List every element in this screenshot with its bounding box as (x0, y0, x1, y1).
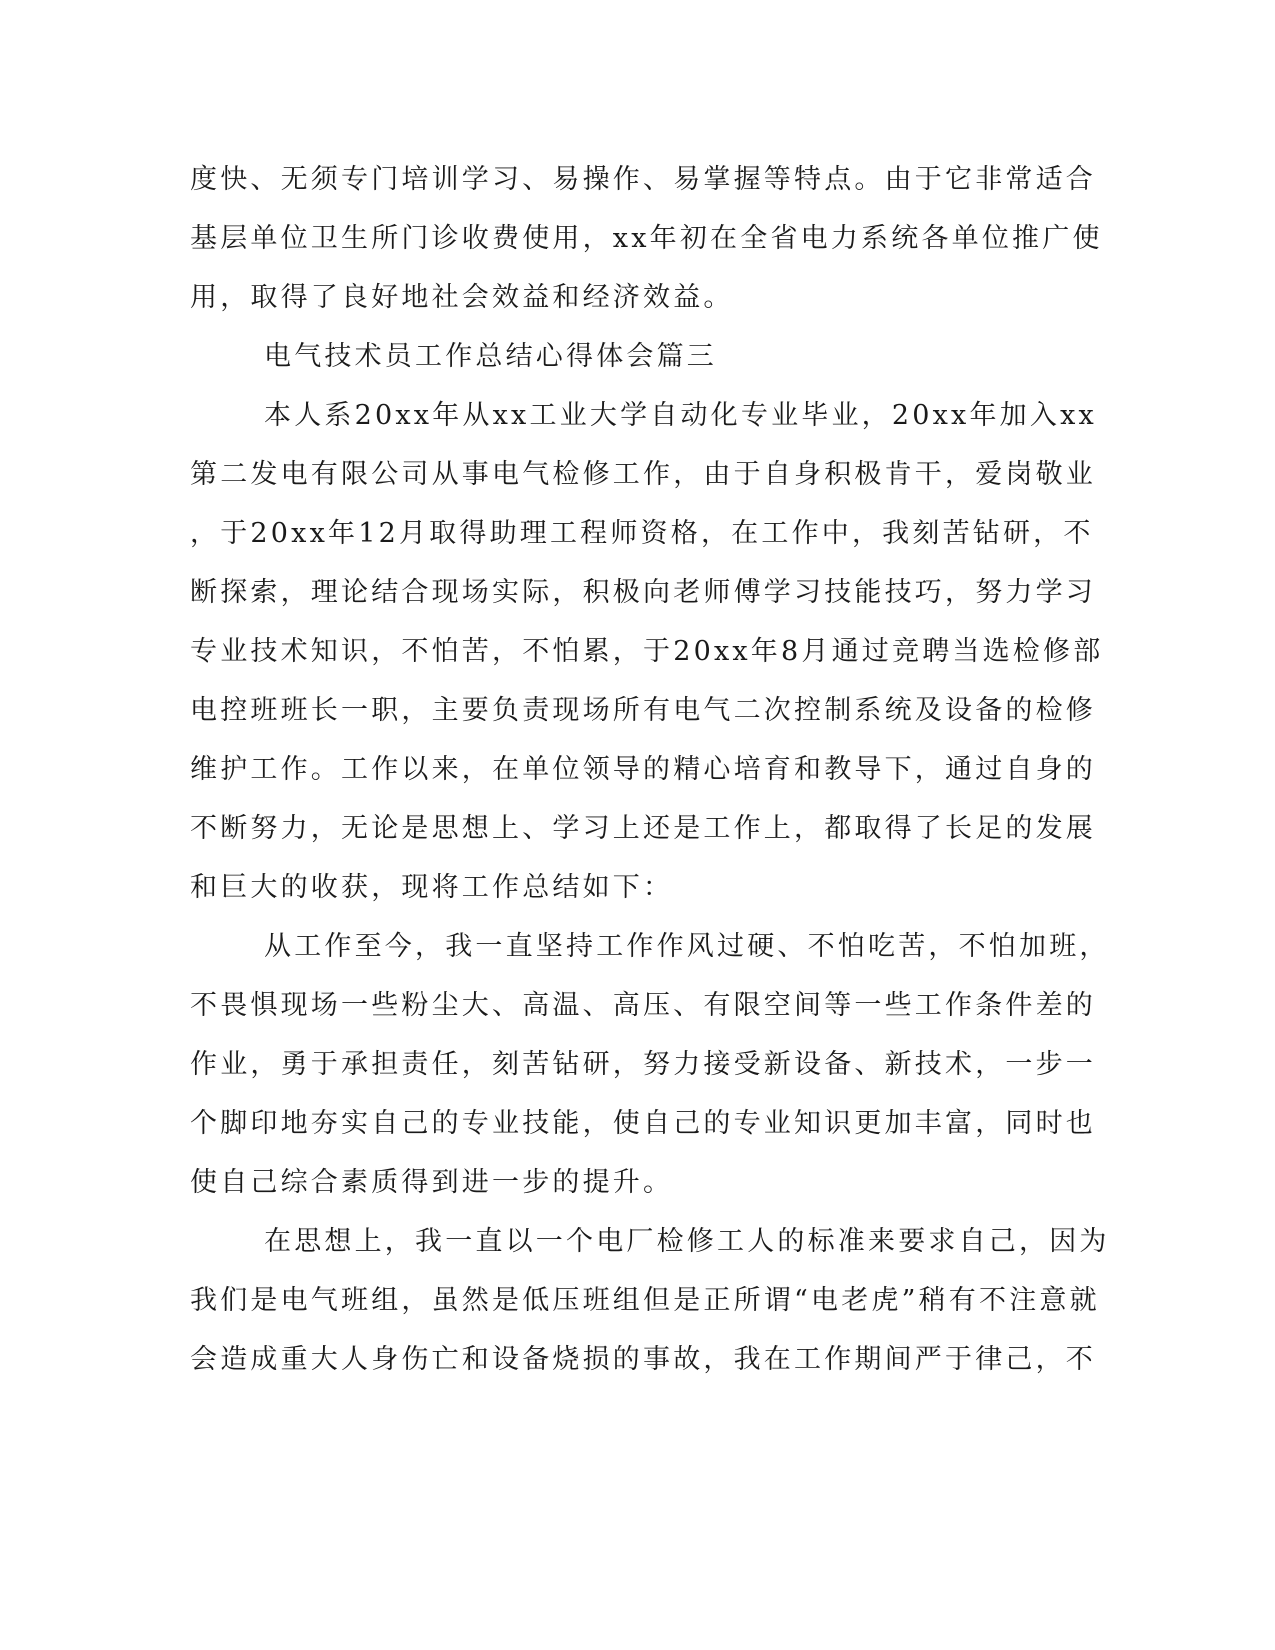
section-heading: 电气技术员工作总结心得体会篇三 (264, 341, 717, 372)
text-line-15: 不畏惧现场一些粉尘大、高温、高压、有限空间等一些工作条件差的 (190, 990, 1096, 1021)
text-line-10: 电控班班长一职，主要负责现场所有电气二次控制系统及设备的检修 (190, 695, 1096, 726)
text-line-11: 维护工作。工作以来，在单位领导的精心培育和教导下，通过自身的 (190, 754, 1096, 785)
text-line-5: 本人系20xx年从xx工业大学自动化专业毕业，20xx年加入xx (264, 400, 1097, 431)
text-line-18: 使自己综合素质得到进一步的提升。 (190, 1167, 674, 1198)
text-line-12: 不断努力，无论是思想上、学习上还是工作上，都取得了长足的发展 (190, 813, 1096, 844)
text-line-2: 基层单位卫生所门诊收费使用，xx年初在全省电力系统各单位推广使 (190, 223, 1103, 254)
text-line-16: 作业，勇于承担责任，刻苦钻研，努力接受新设备、新技术，一步一 (190, 1049, 1096, 1080)
text-line-19: 在思想上，我一直以一个电厂检修工人的标准来要求自己，因为 (264, 1226, 1110, 1257)
text-line-6: 第二发电有限公司从事电气检修工作，由于自身积极肯干，爱岗敬业 (190, 459, 1096, 490)
text-line-3: 用，取得了良好地社会效益和经济效益。 (190, 282, 734, 313)
text-line-20: 我们是电气班组，虽然是低压班组但是正所谓“电老虎”稍有不注意就 (190, 1285, 1100, 1316)
text-line-17: 个脚印地夯实自己的专业技能，使自己的专业知识更加丰富，同时也 (190, 1108, 1096, 1139)
text-line-13: 和巨大的收获，现将工作总结如下： (190, 872, 674, 903)
text-line-1: 度快、无须专门培训学习、易操作、易掌握等特点。由于它非常适合 (190, 164, 1096, 195)
text-line-14: 从工作至今，我一直坚持工作作风过硬、不怕吃苦，不怕加班， (264, 931, 1110, 962)
text-line-8: 断探索，理论结合现场实际，积极向老师傅学习技能技巧，努力学习 (190, 577, 1096, 608)
text-line-9: 专业技术知识，不怕苦，不怕累，于20xx年8月通过竞聘当选检修部 (190, 636, 1104, 667)
text-line-21: 会造成重大人身伤亡和设备烧损的事故，我在工作期间严于律己，不 (190, 1344, 1096, 1375)
text-line-7: ，于20xx年12月取得助理工程师资格，在工作中，我刻苦钻研，不 (190, 518, 1094, 549)
